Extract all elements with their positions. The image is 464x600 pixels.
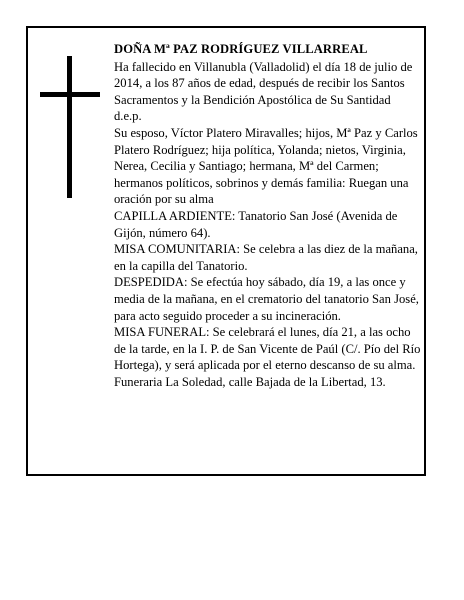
farewell: DESPEDIDA: Se efectúa hoy sábado, día 19, a las once y media de la mañana, en el crematorio del tanatorio San José, para acto seguido proceder a su incineración. — [114, 275, 419, 323]
funeral-home: Funeraria La Soledad, calle Bajada de la Libertad, 13. — [114, 374, 386, 389]
rip-abbreviation: d.e.p. — [114, 109, 142, 124]
funeral-mass: MISA FUNERAL: Se celebrará el lunes, día 21, a las ocho de la tarde, en la I. P. de San Vicente de Paúl (C/. Pío del Río Hortega), y será aplicada por el eterno descanso de su alma. — [114, 325, 421, 373]
cross-horizontal-bar — [40, 92, 100, 97]
deceased-name: DOÑA Mª PAZ RODRÍGUEZ VILLARREAL — [114, 42, 368, 56]
notice-text — [114, 41, 422, 390]
community-mass: MISA COMUNITARIA: Se celebra a las diez de la mañana, en la capilla del Tanatorio. — [114, 242, 418, 273]
cross-icon — [40, 56, 100, 198]
death-announcement: Ha fallecido en Villanubla (Valladolid) el día 18 de julio de 2014, a los 87 años de edad, después de recibir los Santos Sacramentos y la Bendición Apostólica de Su Santidad — [114, 59, 413, 107]
family-list: Su esposo, Víctor Platero Miravalles; hijos, Mª Paz y Carlos Platero Rodríguez; hija política, Yolanda; nietos, Virginia, Nerea, Cecilia y Santiago; hermana, Mª del Carmen; hermanos políticos, sobrinos y demás familia: Ruegan una oración por su alma — [114, 125, 418, 207]
obituary-notice — [26, 26, 426, 476]
cross-vertical-bar — [67, 56, 72, 198]
funeral-chapel: CAPILLA ARDIENTE: Tanatorio San José (Avenida de Gijón, número 64). — [114, 208, 398, 240]
